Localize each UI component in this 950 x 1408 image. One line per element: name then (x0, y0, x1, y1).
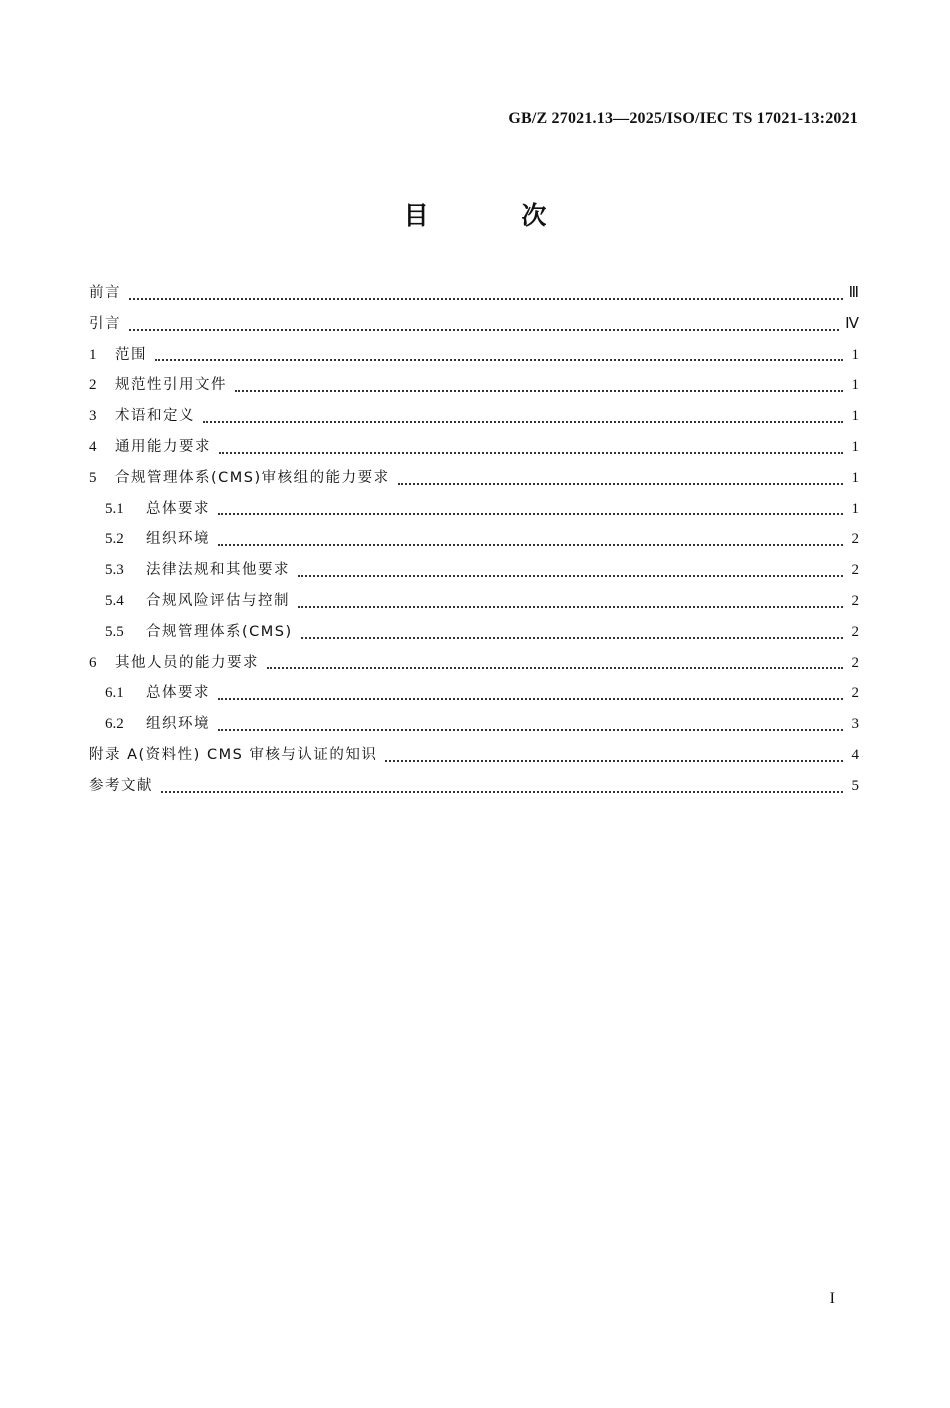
toc-leader-dots (298, 605, 843, 608)
toc-entry-label: 合规管理体系(CMS) (146, 623, 293, 640)
toc-entry-page: Ⅳ (845, 315, 859, 332)
toc-entry-number: 5.4 (105, 592, 124, 609)
toc-leader-dots (301, 636, 843, 639)
toc-entry-page: 1 (851, 408, 859, 425)
toc-entry-number: 1 (89, 346, 97, 363)
toc-entry-number: 5.1 (105, 500, 124, 517)
toc-entry-bibliography[interactable] (89, 771, 859, 802)
toc-entry-page: 1 (851, 377, 859, 394)
toc-entry-page: 2 (851, 562, 859, 579)
toc-entry-5-2[interactable] (89, 524, 859, 555)
toc-entry-page: 2 (851, 592, 859, 609)
toc-entry-1[interactable] (89, 340, 859, 371)
toc-leader-dots (219, 451, 843, 454)
toc-entry-number: 5 (89, 469, 97, 486)
page-title: 目 次 (403, 201, 589, 230)
toc-leader-dots (129, 328, 839, 331)
toc-entry-6-1[interactable] (89, 678, 859, 709)
toc-entry-page: 2 (851, 623, 859, 640)
toc-entry-number: 4 (89, 438, 97, 455)
toc-entry-number: 2 (89, 377, 97, 394)
toc-entry-number: 6.2 (105, 716, 124, 733)
page-number: I (829, 1290, 835, 1307)
toc-entry-3[interactable] (89, 401, 859, 432)
toc-entry-label: 合规管理体系(CMS)审核组的能力要求 (115, 469, 390, 486)
toc-entry-introduction[interactable] (89, 309, 859, 340)
toc-leader-dots (218, 543, 843, 546)
toc-entry-page: 1 (851, 346, 859, 363)
toc-entry-label: 组织环境 (146, 716, 210, 733)
toc-entry-page: 1 (851, 469, 859, 486)
toc-entry-5-3[interactable] (89, 555, 859, 586)
toc-entry-5-5[interactable] (89, 617, 859, 648)
table-of-contents (89, 278, 859, 802)
toc-entry-page: 1 (851, 438, 859, 455)
toc-leader-dots (218, 697, 843, 700)
toc-leader-dots (218, 728, 843, 731)
toc-entry-5[interactable] (89, 463, 859, 494)
toc-leader-dots (398, 482, 843, 485)
toc-entry-page: 2 (851, 654, 859, 671)
toc-entry-6-2[interactable] (89, 709, 859, 740)
toc-entry-label: 引言 (89, 315, 121, 332)
toc-entry-label: 总体要求 (146, 685, 210, 702)
toc-entry-page: 1 (851, 500, 859, 517)
toc-leader-dots (267, 666, 843, 669)
toc-leader-dots (218, 512, 843, 515)
toc-entry-label: 合规风险评估与控制 (146, 592, 290, 609)
toc-entry-label: 附录 A(资料性) CMS 审核与认证的知识 (89, 746, 378, 763)
toc-entry-number: 5.3 (105, 562, 124, 579)
toc-entry-page: 2 (851, 685, 859, 702)
toc-leader-dots (129, 297, 843, 300)
toc-entry-label: 规范性引用文件 (115, 377, 227, 394)
toc-entry-annex-a[interactable] (89, 740, 859, 771)
toc-entry-5-4[interactable] (89, 586, 859, 617)
toc-entry-label: 总体要求 (146, 500, 210, 517)
toc-entry-4[interactable] (89, 432, 859, 463)
toc-entry-6[interactable] (89, 648, 859, 679)
toc-entry-5-1[interactable] (89, 494, 859, 525)
toc-entry-label: 法律法规和其他要求 (146, 562, 290, 579)
toc-entry-label: 范围 (115, 346, 147, 363)
toc-entry-label: 参考文献 (89, 777, 153, 794)
toc-entry-number: 6.1 (105, 685, 124, 702)
toc-entry-page: 2 (851, 531, 859, 548)
toc-entry-label: 术语和定义 (115, 408, 195, 425)
toc-leader-dots (155, 358, 843, 361)
toc-leader-dots (161, 790, 843, 793)
toc-entry-page: 5 (851, 777, 859, 794)
toc-entry-2[interactable] (89, 370, 859, 401)
toc-entry-foreword[interactable] (89, 278, 859, 309)
toc-entry-label: 组织环境 (146, 531, 210, 548)
toc-entry-number: 5.5 (105, 623, 124, 640)
standard-identifier: GB/Z 27021.13—2025/ISO/IEC TS 17021-13:2021 (508, 110, 858, 127)
toc-leader-dots (385, 759, 843, 762)
toc-entry-number: 5.2 (105, 531, 124, 548)
toc-entry-page: 3 (851, 716, 859, 733)
toc-entry-label: 通用能力要求 (115, 438, 211, 455)
toc-leader-dots (235, 389, 843, 392)
toc-entry-label: 其他人员的能力要求 (115, 654, 259, 671)
toc-entry-number: 6 (89, 654, 97, 671)
toc-entry-page: Ⅲ (848, 285, 859, 301)
toc-leader-dots (203, 420, 843, 423)
toc-entry-page: 4 (851, 746, 859, 763)
toc-leader-dots (298, 574, 843, 577)
toc-entry-label: 前言 (89, 285, 121, 301)
toc-entry-number: 3 (89, 408, 97, 425)
